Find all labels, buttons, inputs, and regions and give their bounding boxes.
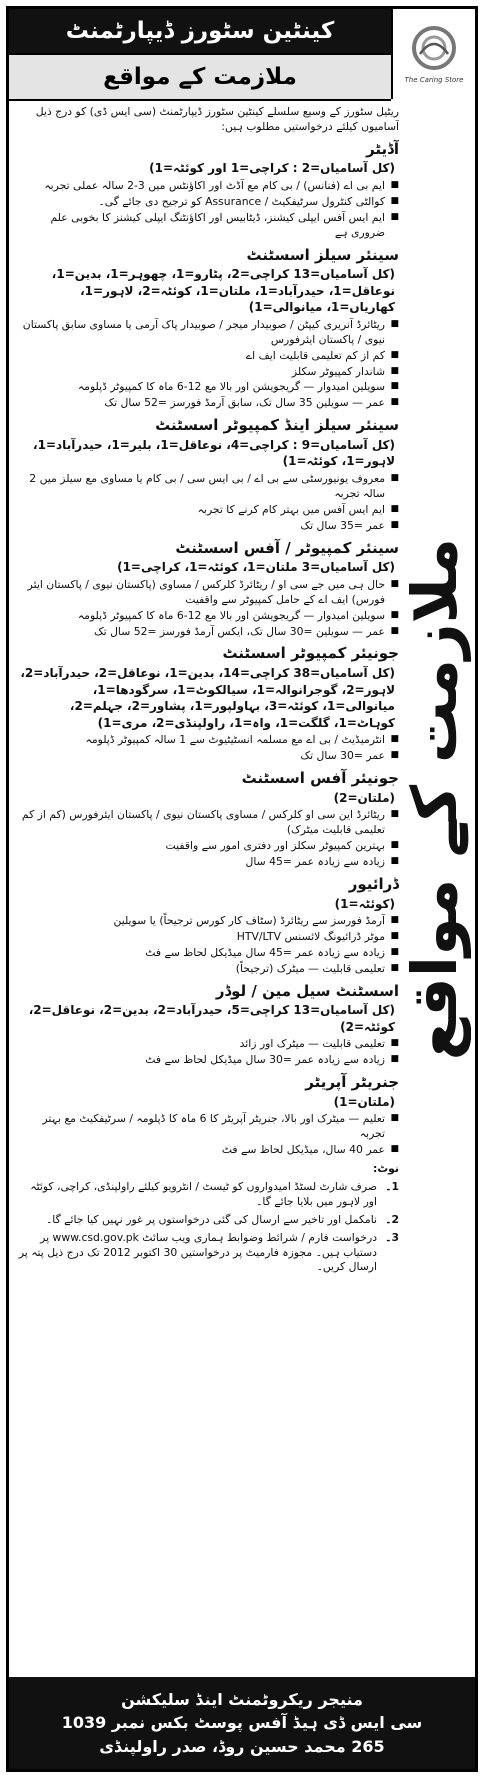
requirement-list [17, 808, 399, 870]
vacancy-count: (کل آسامیاں=2 : کراچی=1 اور کوئٹہ=1) [149, 161, 395, 176]
job-section [17, 538, 399, 640]
requirement-item: ■ عمر 40 سال، میڈیکل لحاظ سے فٹ [17, 1143, 399, 1158]
requirement-item: ■ انٹرمیڈیٹ / بی اے مع مسلمہ انسٹیٹیوٹ سے 1 سالہ کمپیوٹر ڈپلومہ [17, 733, 399, 748]
note-number: 3۔ [385, 1230, 399, 1244]
footer-line-1: منیجر ریکروٹمنٹ اینڈ سلیکشن [121, 1690, 363, 1710]
requirement-item: ■ ریٹائرڈ آنریری کیپٹن / صوبیدار میجر / صوبیدار پاک آرمی یا مساوی سابق پاکستان نیوی / پاکستان ایئرفورس [17, 318, 399, 348]
requirement-item: ■ تعلیم — میٹرک اور بالا، جنریٹر آپریٹر کا 6 ماہ کا ڈپلومہ / سرٹیفکیٹ مع بہتر تجربہ [17, 1112, 399, 1142]
note-text: نامکمل اور تاخیر سے ارسال کی گئی درخواستوں پر غور نہیں کیا جائے گا۔ [45, 1212, 377, 1226]
requirement-list [17, 733, 399, 764]
notes-title: نوٹ: [373, 1162, 399, 1176]
note-text: صرف شارٹ لسٹڈ امیدواروں کو ٹیسٹ / انٹرویو کیلئے راولپنڈی، کراچی، کوئٹہ اور لاہور میں بلایا جائے گا۔ [30, 1180, 377, 1208]
footer-address [9, 1677, 475, 1769]
vacancy-count: (کوئٹہ=1) [334, 896, 395, 911]
advertisement-page [6, 6, 478, 1772]
requirement-item: ■ زیادہ سے زیادہ عمر =45 سال [17, 855, 399, 870]
note-number: 2۔ [385, 1212, 399, 1226]
note-item [17, 1231, 399, 1276]
job-section [17, 1072, 399, 1158]
job-section [17, 245, 399, 412]
requirement-list [17, 1112, 399, 1158]
job-title: آڈیٹر [366, 139, 399, 158]
requirement-item: ■ زیادہ سے زیادہ عمر =45 سال میڈیکل لحاظ سے فٹ [17, 946, 399, 961]
requirement-item: ■ عمر — سویلین 35 سال تک، سابق آرمڈ فورسز =52 سال تک [17, 396, 399, 411]
requirement-item: ■ ایم ایس آفس ایپلی کیشنز، ڈیٹابیس اور اکاؤنٹنگ ایپلی کیشنز کا بخوبی علم ضروری ہے [17, 211, 399, 241]
requirement-item: ■ سویلین امیدوار — گریجویشن اور بالا مع 12-6 ماہ کا کمپیوٹر ڈپلومہ [17, 609, 399, 624]
side-banner-text: ملازمت کے مواقع [397, 537, 471, 1061]
requirement-list [17, 914, 399, 977]
job-title: جونیئر آفس اسسٹنٹ [241, 769, 399, 788]
requirement-list [17, 179, 399, 241]
header [9, 9, 391, 99]
footer-line-3: 265 محمد حسین روڈ، صدر راولپنڈی [99, 1736, 385, 1756]
footer-line-2: سی ایس ڈی ہیڈ آفس پوسٹ بکس نمبر 1039 [61, 1713, 423, 1733]
requirement-list [17, 1037, 399, 1068]
job-section [17, 768, 399, 870]
requirement-item: ■ موٹر ڈرائیونگ لائسنس HTV/LTV [17, 930, 399, 945]
notes-list [17, 1180, 399, 1275]
logo-tagline: The Caring Store [404, 76, 464, 84]
job-title: جونیئر کمپیوٹر اسسٹنٹ [222, 644, 399, 663]
intro-text: ریٹیل سٹورز کے وسیع سلسلے کینٹین سٹورز ڈیپارٹمنٹ (سی ایس ڈی) کو درج ذیل آسامیوں کیلئے درخواستیں مطلوب ہیں: [35, 105, 399, 133]
job-section [17, 139, 399, 241]
note-item [17, 1180, 399, 1210]
requirement-item: ■ ایم ایس آفس میں بہتر کام کرنے کا تجربہ [17, 503, 399, 518]
job-title: ڈرائیور [348, 874, 399, 893]
requirement-item: ■ سویلین امیدوار — گریجویشن اور بالا مع 12-6 ماہ کا کمپیوٹر ڈپلومہ [17, 380, 399, 395]
note-item [17, 1213, 399, 1228]
csd-logo [391, 9, 475, 99]
requirement-item: ■ بہترین کمپیوٹر سکلز اور دفتری امور سے واقفیت [17, 839, 399, 854]
requirement-item: ■ شاندار کمپیوٹر سکلز [17, 365, 399, 380]
job-title: سینئر کمپیوٹر / آفس اسسٹنٹ [175, 538, 399, 557]
requirement-list [17, 472, 399, 534]
requirement-item: ■ تعلیمی قابلیت — میٹرک (ترجیحاً) [17, 962, 399, 977]
vacancy-count: (کل آسامیاں=38 کراچی=14، بدین=1، نوعاقل=2، حیدرآباد=2، لاہور=2، گوجرانوالہ=1، سیالکوٹ=1، سرگودھا=1، میانوالی=1، کوئٹہ=3، بہاولپور=1، پشاور=2، جہلم=2، کوہاٹ=1، گلگت=1، واہ=1، راولپنڈی=2، مری=1) [20, 666, 395, 730]
requirement-item: ■ آرمڈ فورسز سے ریٹائرڈ (سٹاف کار کورس ترجیحاً) یا سویلین [17, 914, 399, 929]
requirement-list [17, 578, 399, 640]
job-opportunities-title: ملازمت کے مواقع [9, 53, 391, 101]
note-number: 1۔ [385, 1180, 399, 1193]
job-sections [17, 139, 399, 1158]
requirement-item: ■ ریٹائرڈ این سی او کلرکس / مساوی پاکستان نیوی / پاکستان ایئرفورس (کم از کم تعلیمی قابلیت میٹرک) [17, 808, 399, 838]
job-section [17, 874, 399, 977]
requirement-list [17, 318, 399, 411]
csd-logo-icon [410, 24, 458, 72]
requirement-item: ■ تعلیمی قابلیت — میٹرک اور زائد [17, 1037, 399, 1052]
job-title: جنریٹر آپریٹر [305, 1073, 399, 1092]
requirement-item: ■ کم از کم تعلیمی قابلیت ایف اے [17, 349, 399, 364]
requirement-item: ■ ایم بی اے (فنانس) / بی کام مع آڈٹ اور اکاؤنٹس میں 3-2 سالہ عملی تجربہ [17, 179, 399, 194]
job-section [17, 643, 399, 764]
department-title: کینٹین سٹورز ڈیپارٹمنٹ [9, 9, 391, 53]
vacancy-count: (ملتان=1) [333, 1094, 395, 1109]
requirement-item: ■ عمر =35 سال تک [17, 519, 399, 534]
job-section [17, 981, 399, 1069]
requirement-item: ■ زیادہ سے زیادہ عمر =30 سال میڈیکل لحاظ سے فٹ [17, 1053, 399, 1068]
requirement-item: ■ کوالٹی کنٹرول سرٹیفکیٹ / Assurance کو ترجیح دی جائے گی۔ [17, 195, 399, 210]
vacancy-count: (ملتان=2) [333, 790, 395, 805]
job-title: سینئر سیلز اینڈ کمپیوٹر اسسٹنٹ [155, 416, 399, 435]
requirement-item: ■ عمر =30 سال تک [17, 749, 399, 764]
note-text: درخواست فارم / شرائط وضوابط ہماری ویب سائٹ www.csd.gov.pk پر دستیاب ہیں۔ مجوزہ فارمیٹ پر درخواستیں 30 اکتوبر 2012 تک درج ذیل پتہ پر ارسال کریں۔ [18, 1230, 377, 1274]
vacancy-count: (کل آسامیاں=13 کراچی=5، حیدرآباد=2، بدین=2، نوعاقل=2، کوئٹہ=2) [28, 1003, 395, 1034]
vacancy-count: (کل آسامیاں=9 : کراچی=4، نوعاقل=1، بلیر=1، حیدرآباد=1، لاہور=1، کوئٹہ=1) [33, 437, 395, 469]
job-section [17, 415, 399, 533]
requirement-item: ■ عمر — سویلین =30 سال تک، ایکس آرمڈ فورسز =52 سال تک [17, 625, 399, 640]
requirement-item: ■ حال ہی میں جے سی او / ریٹائرڈ کلرکس / مساوی (پاکستان نیوی / پاکستان ایئر فورس) ایف اے کے حامل کمپیوٹر سے واقفیت [17, 578, 399, 608]
job-title: اسسٹنٹ سیل مین / لوڈر [215, 981, 399, 1000]
job-title: سینئر سیلز اسسٹنٹ [246, 245, 399, 264]
vacancy-count: (کل آسامیاں=13 کراچی=2، پٹارو=1، چھوہر=1، بدین=1، نوعاقل=1، حیدرآباد=1، ملتان=1، کوئٹہ=2، لاہور=1، کھاریاں=1، میانوالی=1) [51, 267, 395, 315]
requirement-item: ■ معروف یونیورسٹی سے بی اے / بی ایس سی / بی کام یا مساوی مع سیلز میں 2 سالہ تجربہ [17, 472, 399, 502]
vacancy-count: (کل آسامیاں=3 ملتان=1، کوئٹہ=1، کراچی=1) [117, 560, 395, 575]
content [17, 105, 399, 1675]
side-banner [393, 99, 475, 1499]
